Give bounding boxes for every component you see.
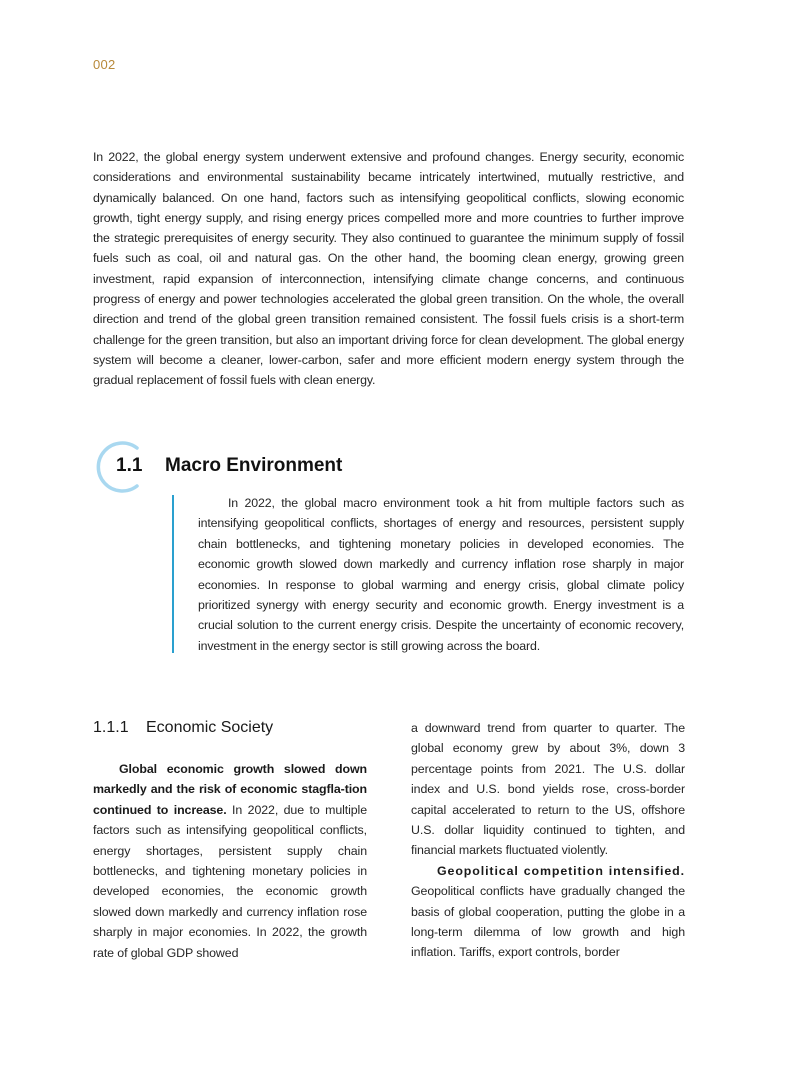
subsection-title: Economic Society: [146, 719, 274, 736]
summary-accent-bar: [172, 495, 174, 653]
column-left: [93, 759, 367, 963]
intro-paragraph: In 2022, the global energy system underwent extensive and profound changes. Energy security, economic considerations and environmental sustainability became intricately intertwined, mutually restrictive, and dynamically balanced. On one hand, factors such as intensifying geopolitical conflicts, slowing economic growth, tight energy supply, and rising energy prices compelled more and more countries to further improve the strategic prerequisites of energy security. They also continued to guarantee the minimum supply of fossil fuels such as coal, oil and natural gas. On the other hand, the booming clean energy, growing green investment, rapid expansion of interconnection, intensifying climate change concerns, and continuous progress of energy and power technologies accelerated the global green transition. On the whole, the overall direction and trend of the global green transition remained consistent. The fossil fuels crisis is a short-term challenge for the green transition, but also an important driving force for clean development. The global energy system will become a cleaner, lower-carbon, safer and more efficient modern energy system through the gradual replacement of fossil fuels with clean energy.: [93, 150, 684, 388]
paragraph-economic-growth: [93, 759, 367, 963]
section-title: Macro Environment: [165, 455, 343, 476]
section-summary-text: In 2022, the global macro environment took a hit from multiple factors such as intensifying geopolitical conflicts, shortages of energy and resources, persistent supply chain bottlenecks, and tightening monetary policies in developed economies. The economic growth slowed down markedly and currency inflation rose sharply in major economies. In response to global warming and energy crisis, global climate policy prioritized synergy with energy security and economic growth. Energy investment is a crucial solution to the current energy crisis. Despite the uncertainty of economic recovery, investment in the energy sector is still growing across the board.: [198, 496, 684, 653]
section-heading: [93, 440, 493, 496]
paragraph-lead-bold: Global economic growth slowed down markedly and the risk of economic stagfla-tion continued to increase.: [93, 762, 367, 817]
subsection-number: 1.1.1: [93, 719, 129, 736]
paragraph-geopolitics: [411, 861, 685, 963]
section-summary: [198, 493, 684, 656]
page-number: 002: [93, 57, 116, 72]
paragraph-body: Geopolitical conflicts have gradually changed the basis of global cooperation, putting the globe in a long-term dilemma of low growth and high inflation. Tariffs, export controls, border: [411, 884, 685, 960]
paragraph-lead-bold: Geopolitical competition intensified.: [437, 863, 685, 878]
paragraph-body: In 2022, due to multiple factors such as intensifying geopolitical conflicts, energy shortages, persistent supply chain bottlenecks, and tightening monetary policies in developed economies, the economic growth slowed down markedly and currency inflation rose sharply in major economies. In 2022, the growth rate of global GDP showed: [93, 802, 367, 960]
section-number: 1.1: [116, 455, 143, 476]
subsection-heading: [93, 719, 273, 737]
column-right: [411, 718, 685, 963]
paragraph-continuation: a downward trend from quarter to quarter. The global economy grew by about 3%, down 3 percentage points from 2021. The U.S. dollar index and U.S. bond yields rose, cross-border capital accelerated to return to the US, offshore U.S. dollar liquidity continued to tighten, and financial markets fluctuated violently.: [411, 721, 685, 858]
